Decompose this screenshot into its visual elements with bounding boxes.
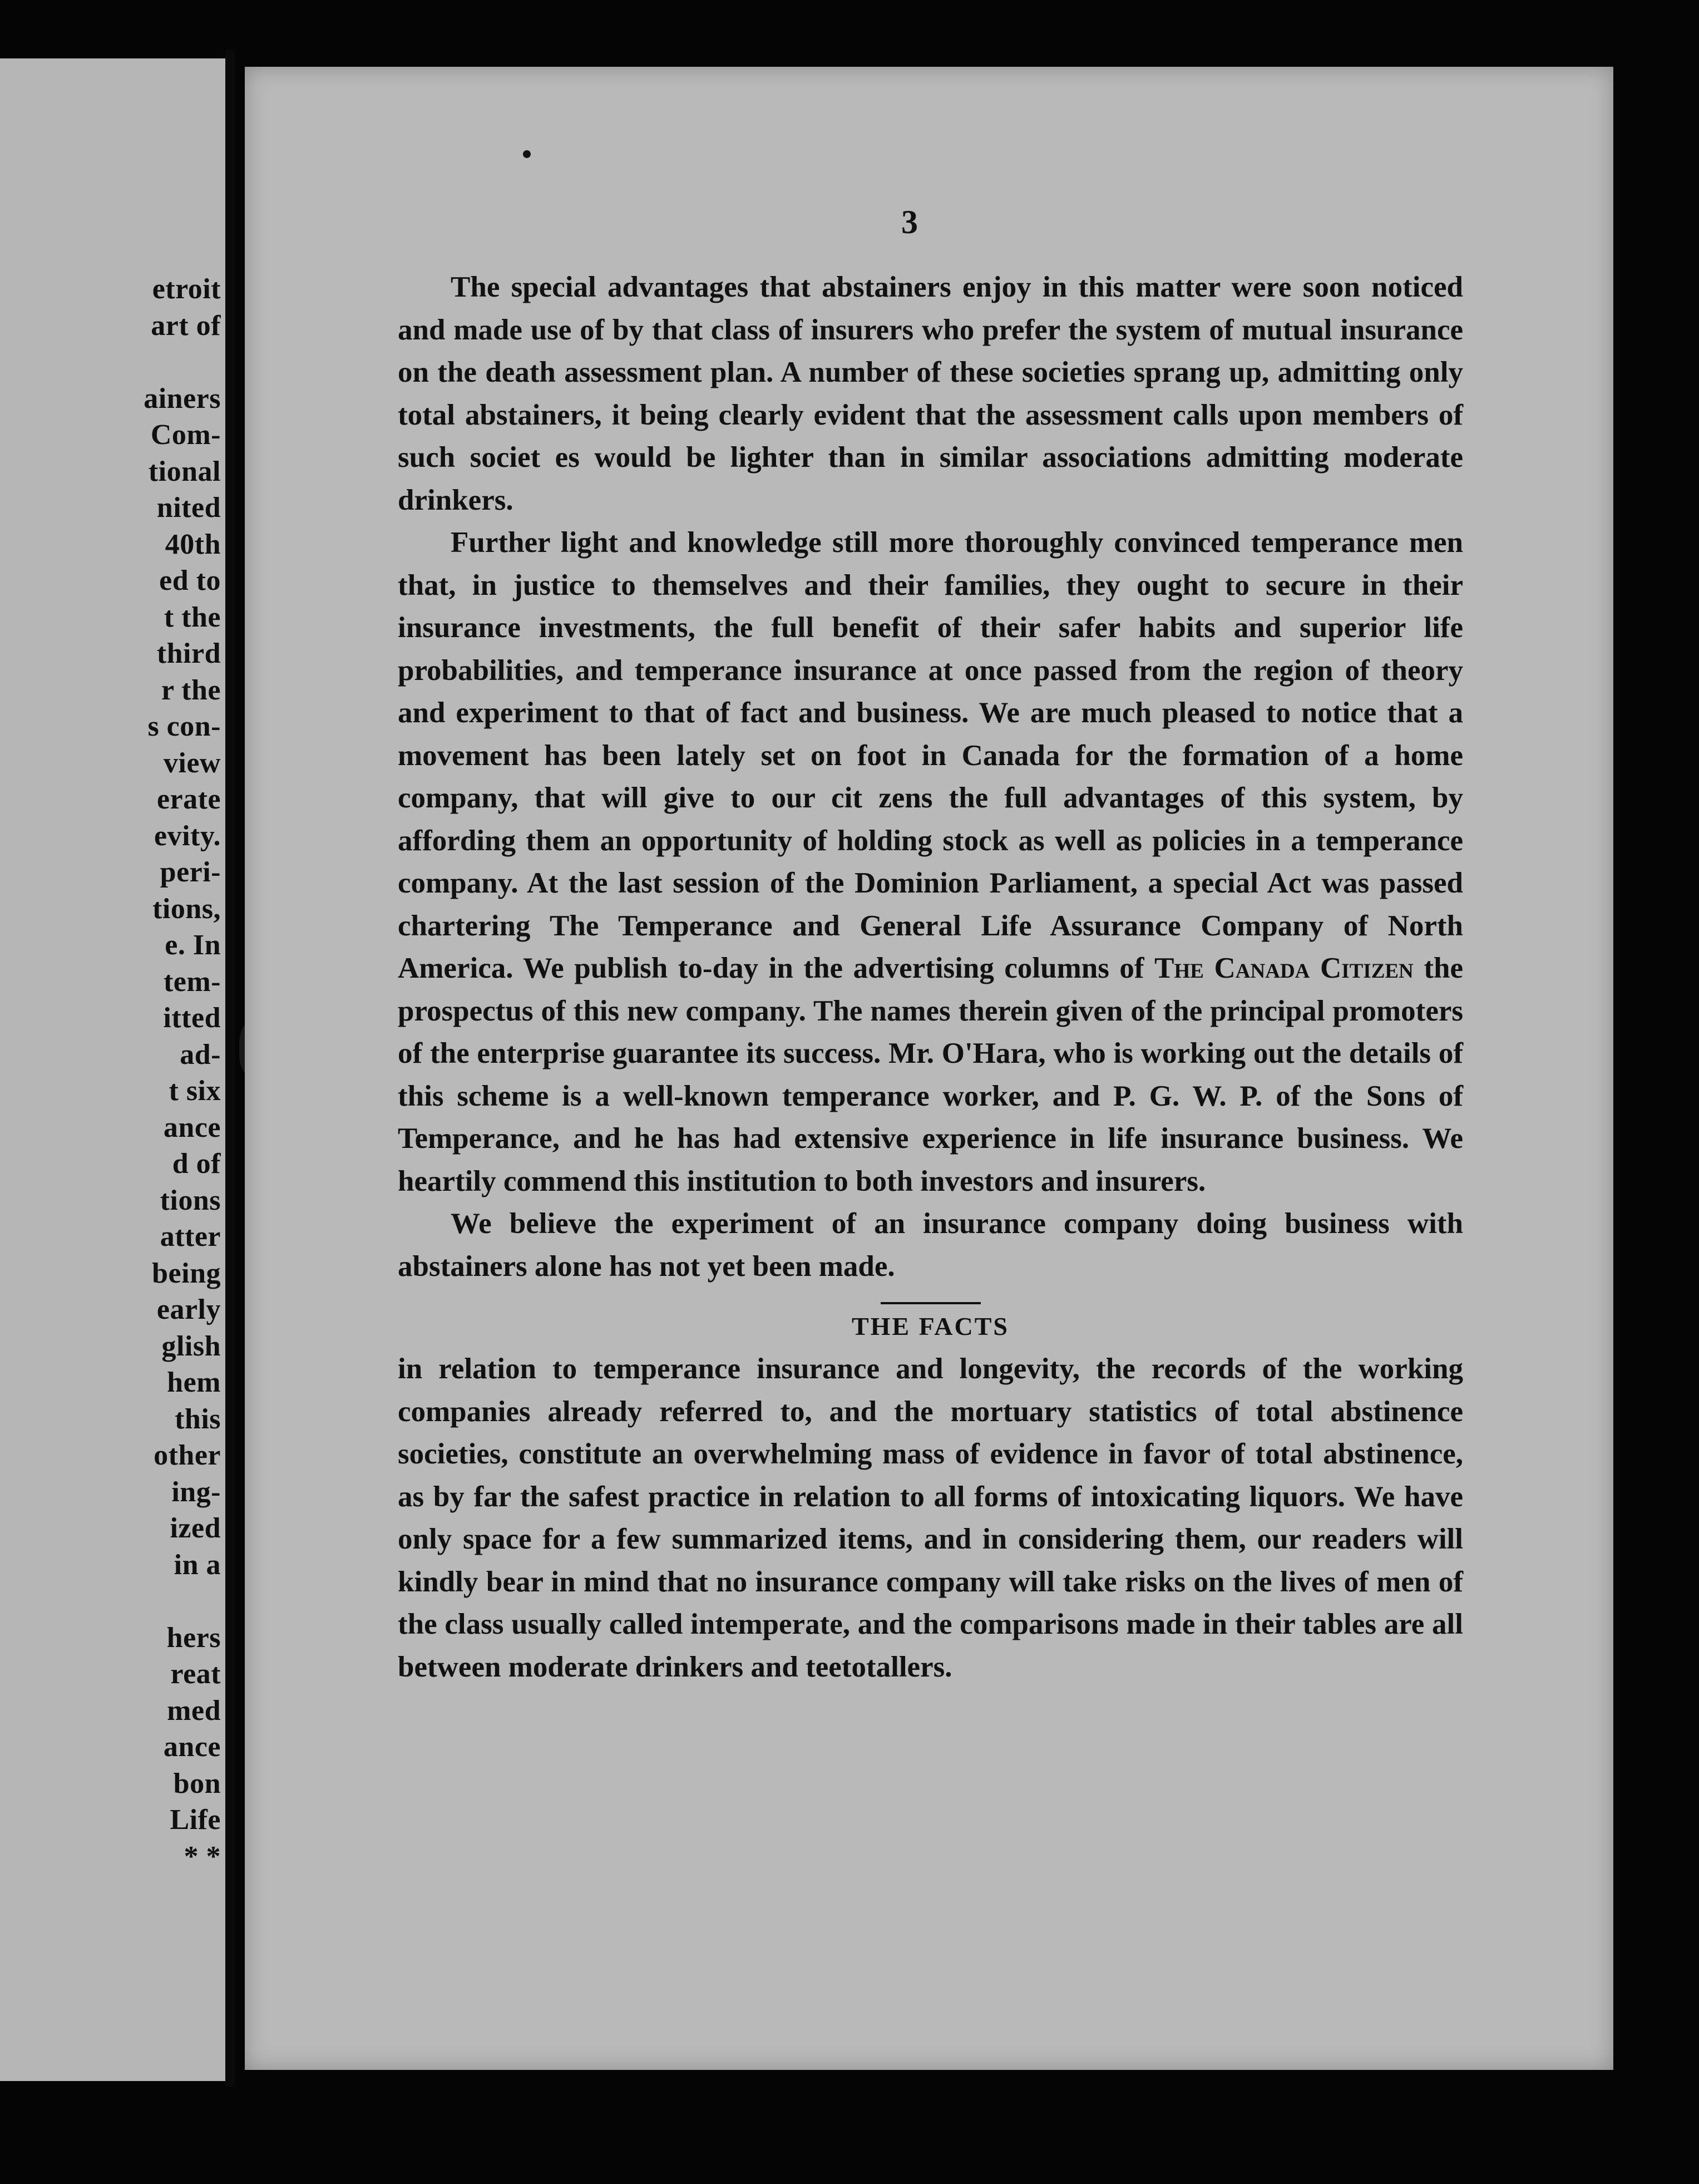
facing-page-fragment: ance	[163, 1111, 221, 1143]
facing-page-fragment: tem-	[163, 965, 221, 998]
publication-name: The Canada Citizen	[1154, 952, 1414, 984]
article-body	[398, 266, 1463, 1688]
facing-page-fragment: evity.	[154, 820, 221, 852]
facing-page-fragment: Com-	[150, 419, 221, 451]
facing-page-fragment: tions	[160, 1184, 221, 1216]
facing-page-fragment: peri-	[160, 856, 221, 888]
facing-page-fragment: ad-	[180, 1038, 221, 1071]
paragraph-2-text-b: the prospectus of this new company. The names therein given of the principal promoters of the enterprise guarantee its success. Mr. O'Hara, who is working out the details of this scheme is a well-known temperance worker, and P. G. W. P. of the Sons of Temperance, and he has had extensive experience in life insurance business. We heartily commend this institution to both investors and insurers.	[398, 952, 1463, 1197]
facing-page-fragment: * *	[184, 1840, 221, 1872]
facing-page-fragment: t the	[164, 601, 221, 633]
facing-page-fragment: d of	[172, 1148, 221, 1180]
paragraph-2	[398, 521, 1463, 1202]
facing-page-fragment: e. In	[165, 929, 221, 961]
facing-page-fragment: tional	[148, 455, 221, 487]
facing-page-fragment: other	[154, 1439, 221, 1471]
facing-page-fragment: atter	[160, 1221, 221, 1253]
facing-page-fragment: t six	[169, 1075, 221, 1107]
facing-page-fragment: this	[175, 1403, 221, 1435]
facing-page-fragment: 40th	[165, 528, 221, 560]
facing-page-fragment: r the	[161, 674, 221, 706]
facing-page-fragment: reat	[170, 1658, 221, 1690]
page-gutter	[225, 50, 235, 2087]
facing-page-fragment: hers	[166, 1621, 221, 1654]
facing-page-fragment: view	[163, 747, 221, 779]
facing-page-fragment: glish	[161, 1330, 221, 1362]
section-heading: THE FACTS	[851, 1312, 1010, 1340]
facing-page	[0, 58, 225, 2081]
facing-page-fragment: tions,	[152, 893, 221, 925]
paragraph-3: We believe the experiment of an insurance company doing business with abstainers alone has not yet been made.	[398, 1207, 1463, 1283]
facing-page-fragment: ing-	[171, 1476, 221, 1508]
facing-page-fragment: erate	[156, 783, 221, 815]
facing-page-fragment: early	[156, 1294, 221, 1325]
facing-page-fragment: in a	[174, 1549, 221, 1581]
facing-page-fragment: nited	[156, 492, 221, 524]
facing-page-fragment: ized	[170, 1512, 221, 1544]
facing-page-fragment: itted	[163, 1002, 221, 1034]
facing-page-fragment: s con-	[147, 711, 221, 742]
paragraph-2-text-a: Further light and knowledge still more thoroughly convinced temperance men that, in justice to themselves and their families, they ought to secure in their insurance investments, the full benefit of their safer habits and superior life probabilities, and temperance insurance at once passed from the region of theory and experiment to that of fact and business. We are much pleased to notice that a movement has been lately set on foot in Canada for the formation of a home company, that will give to our cit zens the full advantages of this system, by affording them an opportunity of holding stock as well as policies in a temperance company. At the last session of the Dominion Parliament, a special Act was passed chartering The Temperance and General Life Assurance Company of North America. We publish to-day in the advertising columns of	[398, 526, 1463, 984]
facing-page-fragment: ainers	[144, 382, 221, 415]
facing-page-text-fragments	[0, 58, 225, 2081]
paragraph-1: The special advantages that abstainers enjoy in this matter were soon noticed and made use of by that class of insurers who prefer the system of mutual insurance on the death assessment plan. A number of these societies sprang up, admitting only total abstainers, it being clearly evident that the assessment calls upon members of such societ es would be lighter than in similar associations admitting moderate drinkers.	[398, 271, 1463, 516]
facing-page-fragment: ance	[163, 1731, 221, 1763]
facing-page-fragment: ed to	[159, 565, 221, 596]
facing-page-fragment: art of	[151, 309, 221, 342]
facing-page-fragment: bon	[173, 1767, 221, 1800]
section-divider	[881, 1302, 981, 1304]
facing-page-fragment: etroit	[152, 273, 221, 305]
facing-page-fragment: Life	[170, 1804, 221, 1836]
facing-page-fragment: third	[156, 638, 221, 669]
ink-speck	[523, 150, 531, 158]
facing-page-fragment: being	[152, 1257, 221, 1289]
page-number: 3	[901, 204, 918, 240]
facing-page-fragment: med	[167, 1694, 221, 1727]
paragraph-4: in relation to temperance insurance and longevity, the records of the working companies already referred to, and the mortuary statistics of total abstinence societies, constitute an overwhelming mass of evidence in favor of total abstinence, as by far the safest practice in relation to all forms of intoxicating liquors. We have only space for a few summarized items, and in considering them, our readers will kindly bear in mind that no insurance company will take risks on the lives of men of the class usually called intemperate, and the comparisons made in their tables are all between moderate drinkers and teetotallers.	[398, 1353, 1463, 1683]
facing-page-fragment: hem	[167, 1367, 221, 1398]
